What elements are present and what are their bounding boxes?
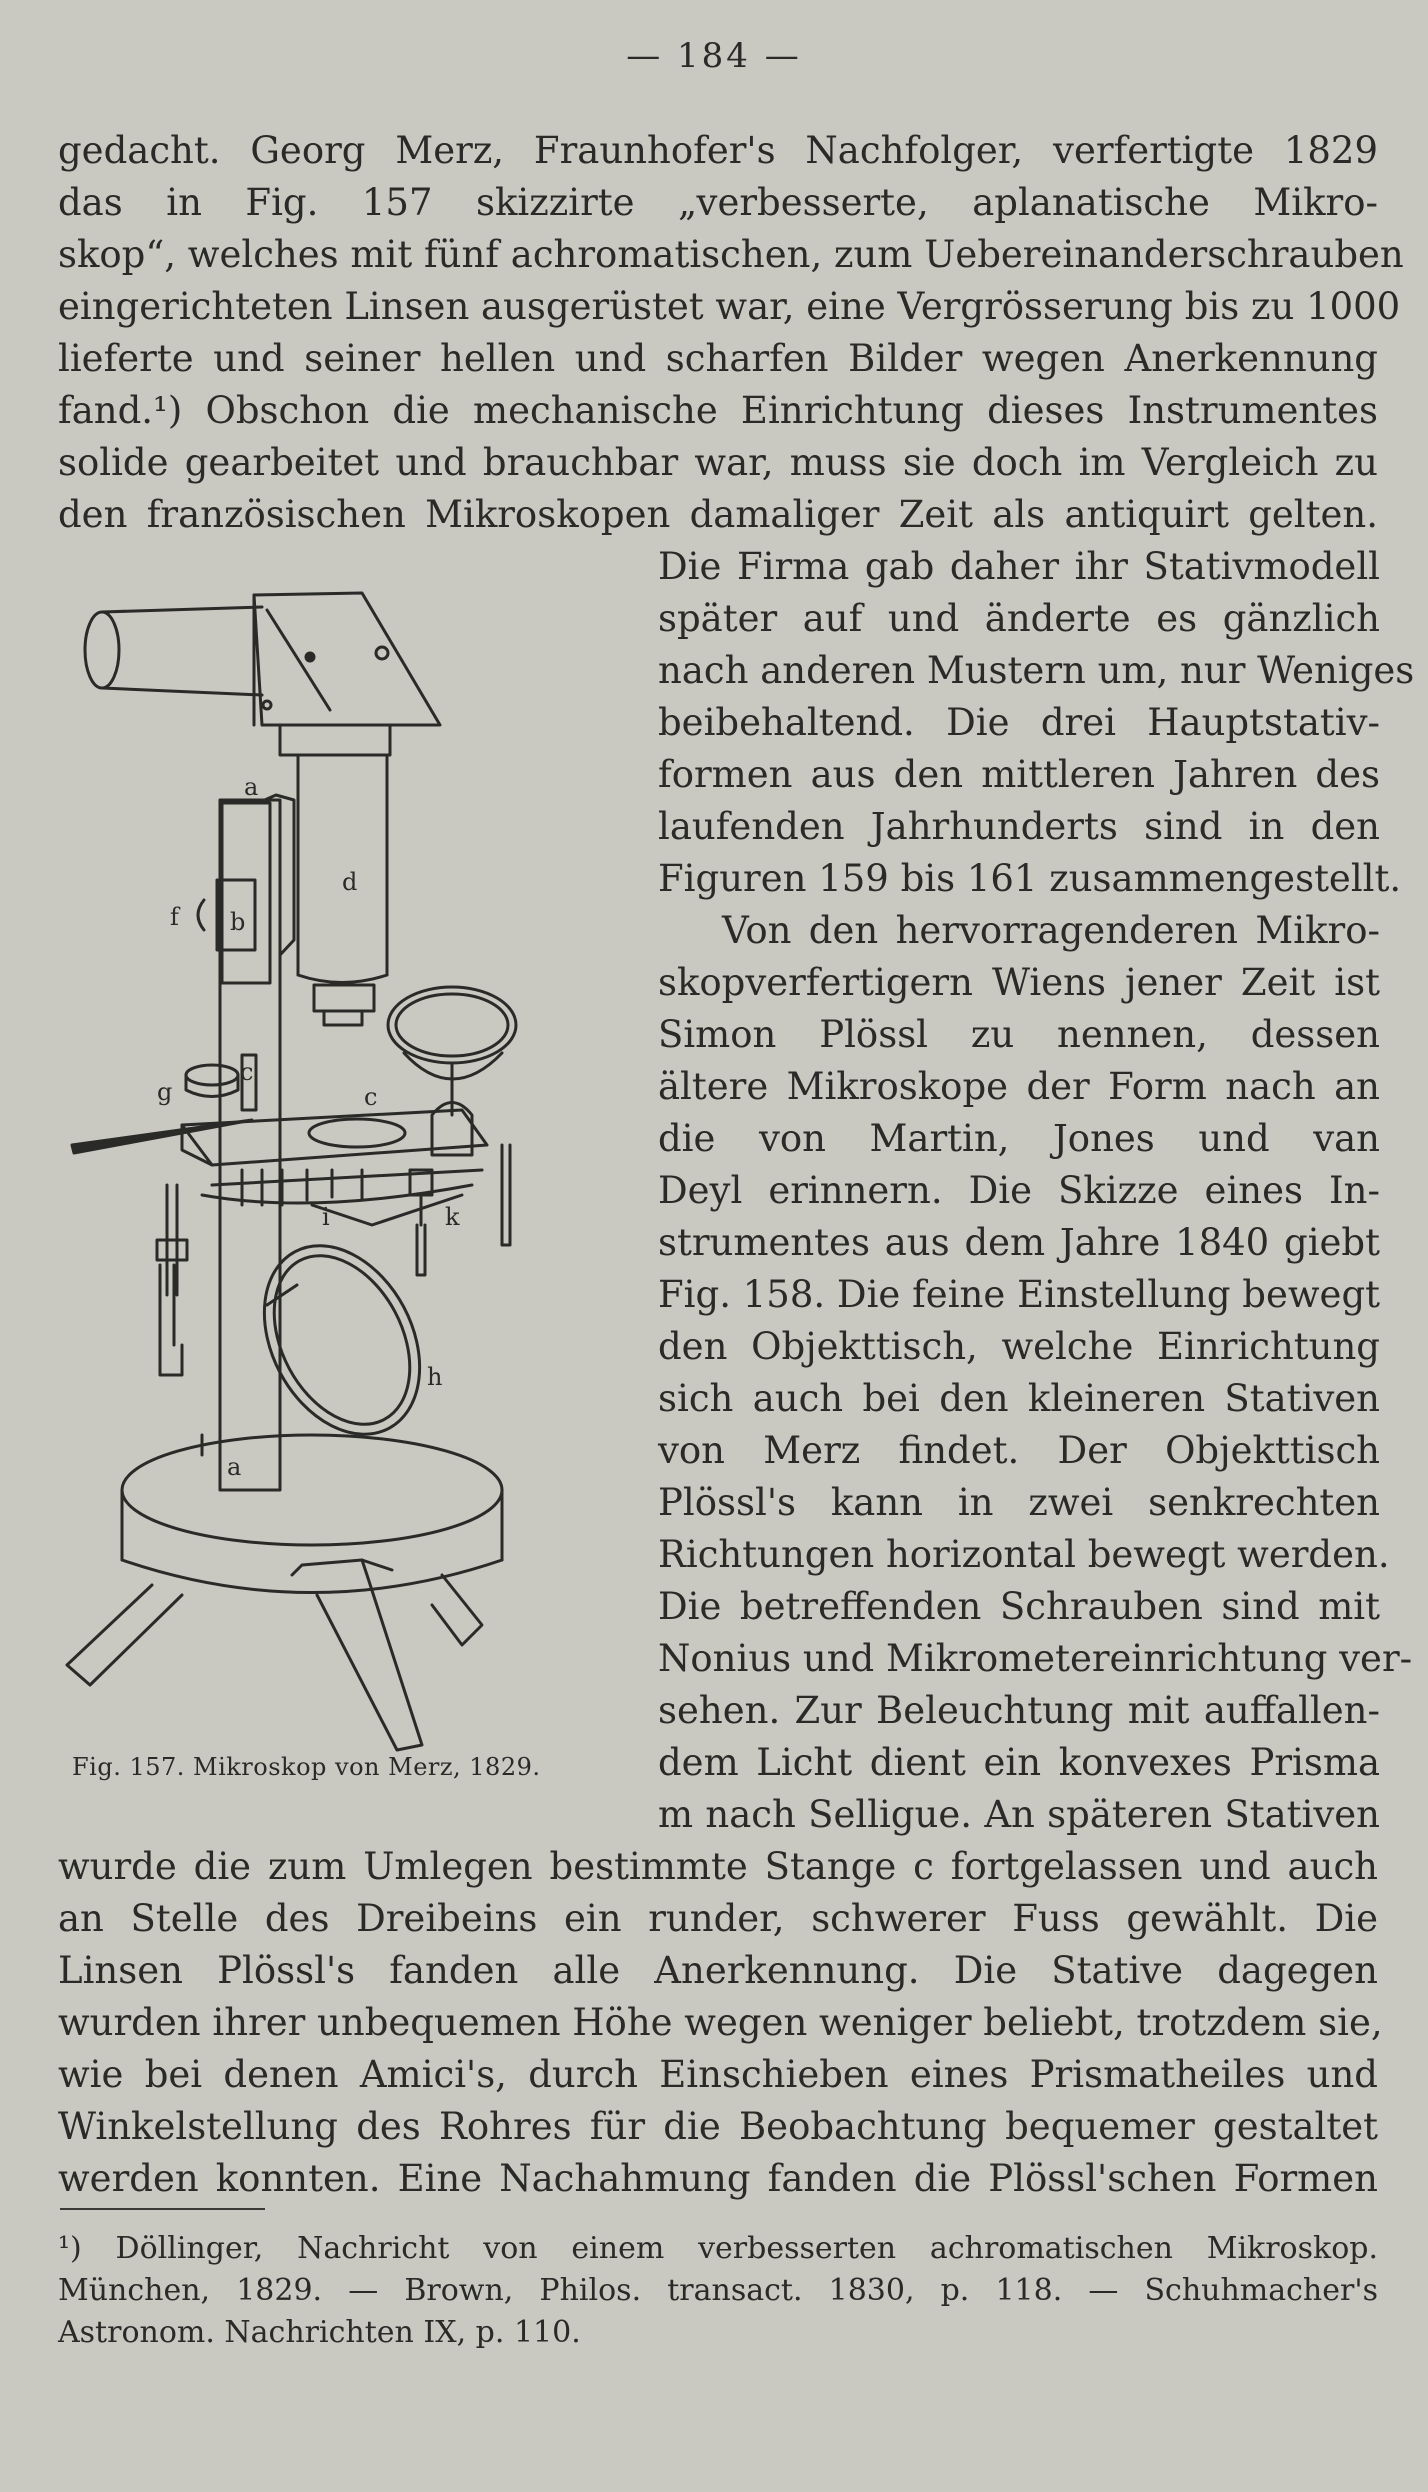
body-line: an Stelle des Dreibeins ein runder, schwerer Fuss gewählt. Die — [58, 1897, 1378, 1940]
figure-caption: Fig. 157. Mikroskop von Merz, 1829. — [72, 1753, 541, 1781]
label-g: g — [157, 1078, 173, 1106]
body-line: werden konnten. Eine Nachahmung fanden die Plössl'schen Formen — [58, 2157, 1378, 2200]
side-line: sehen. Zur Beleuchtung mit auffallen- — [658, 1689, 1380, 1732]
side-line: laufenden Jahrhunderts sind in den — [658, 805, 1380, 848]
label-c-small: c — [240, 1058, 254, 1086]
body-line: wie bei denen Amici's, durch Einschieben eines Prismatheiles und — [58, 2053, 1378, 2096]
microscope-illustration — [62, 585, 612, 1765]
footnote-line: Astronom. Nachrichten IX, p. 110. — [58, 2315, 581, 2350]
side-line: ältere Mikroskope der Form nach an — [658, 1065, 1380, 1108]
side-line: Die betreffenden Schrauben sind mit — [658, 1585, 1380, 1628]
body-line: den französischen Mikroskopen damaliger Zeit als antiquirt gelten. — [58, 493, 1378, 536]
label-f: f — [170, 903, 179, 931]
side-line: Die Firma gab daher ihr Stativmodell — [658, 545, 1380, 588]
label-a-top: a — [244, 773, 259, 801]
label-b: b — [230, 908, 246, 936]
side-line: Von den hervorragenderen Mikro- — [722, 909, 1380, 952]
label-c: c — [364, 1083, 378, 1111]
side-line: Plössl's kann in zwei senkrechten — [658, 1481, 1380, 1524]
label-i: i — [322, 1203, 330, 1231]
side-line: beibehaltend. Die drei Hauptstativ- — [658, 701, 1380, 744]
side-line: den Objekttisch, welche Einrichtung — [658, 1325, 1380, 1368]
body-line: fand.¹) Obschon die mechanische Einrichtung dieses Instrumentes — [58, 389, 1378, 432]
side-line: strumentes aus dem Jahre 1840 giebt — [658, 1221, 1380, 1264]
footnote-line: ¹) Döllinger, Nachricht von einem verbesserten achromatischen Mikroskop. — [58, 2231, 1378, 2266]
side-line: formen aus den mittleren Jahren des — [658, 753, 1380, 796]
side-line: Fig. 158. Die feine Einstellung bewegt — [658, 1273, 1380, 1316]
body-line: lieferte und seiner hellen und scharfen Bilder wegen Anerkennung — [58, 337, 1378, 380]
body-line: wurde die zum Umlegen bestimmte Stange c fortgelassen und auch — [58, 1845, 1378, 1888]
side-line: Simon Plössl zu nennen, dessen — [658, 1013, 1380, 1056]
label-d: d — [342, 868, 358, 896]
body-line: das in Fig. 157 skizzirte „verbesserte, aplanatische Mikro- — [58, 181, 1378, 224]
body-line: skop“, welches mit fünf achromatischen, zum Uebereinanderschrauben — [58, 233, 1404, 276]
label-h: h — [427, 1363, 443, 1391]
label-a-base: a — [227, 1453, 242, 1481]
footnote-rule — [60, 2208, 265, 2210]
footnote-line: München, 1829. — Brown, Philos. transact. 1830, p. 118. — Schuhmacher's — [58, 2273, 1378, 2308]
body-line: Linsen Plössl's fanden alle Anerkennung. Die Stative dagegen — [58, 1949, 1378, 1992]
side-line: Richtungen horizontal bewegt werden. — [658, 1533, 1390, 1576]
label-k: k — [445, 1203, 460, 1231]
body-line: solide gearbeitet und brauchbar war, muss sie doch im Vergleich zu — [58, 441, 1378, 484]
side-line: nach anderen Mustern um, nur Weniges — [658, 649, 1415, 692]
side-line: später auf und änderte es gänzlich — [658, 597, 1380, 640]
side-line: sich auch bei den kleineren Stativen — [658, 1377, 1380, 1420]
side-line: Nonius und Mikrometereinrichtung ver- — [658, 1637, 1413, 1680]
page-number: — 184 — — [626, 36, 802, 76]
body-line: gedacht. Georg Merz, Fraunhofer's Nachfolger, verfertigte 1829 — [58, 129, 1378, 172]
body-line: Winkelstellung des Rohres für die Beobachtung bequemer gestaltet — [58, 2105, 1378, 2148]
side-line: Deyl erinnern. Die Skizze eines In- — [658, 1169, 1380, 1212]
side-line: m nach Selligue. An späteren Stativen — [658, 1793, 1380, 1836]
side-line: von Merz findet. Der Objekttisch — [658, 1429, 1380, 1472]
side-line: dem Licht dient ein konvexes Prisma — [658, 1741, 1380, 1784]
side-line: die von Martin, Jones und van — [658, 1117, 1380, 1160]
side-line: Figuren 159 bis 161 zusammengestellt. — [658, 857, 1402, 900]
side-line: skopverfertigern Wiens jener Zeit ist — [658, 961, 1380, 1004]
body-line: eingerichteten Linsen ausgerüstet war, eine Vergrösserung bis zu 1000 — [58, 285, 1401, 328]
body-line: wurden ihrer unbequemen Höhe wegen weniger beliebt, trotzdem sie, — [58, 2001, 1383, 2044]
